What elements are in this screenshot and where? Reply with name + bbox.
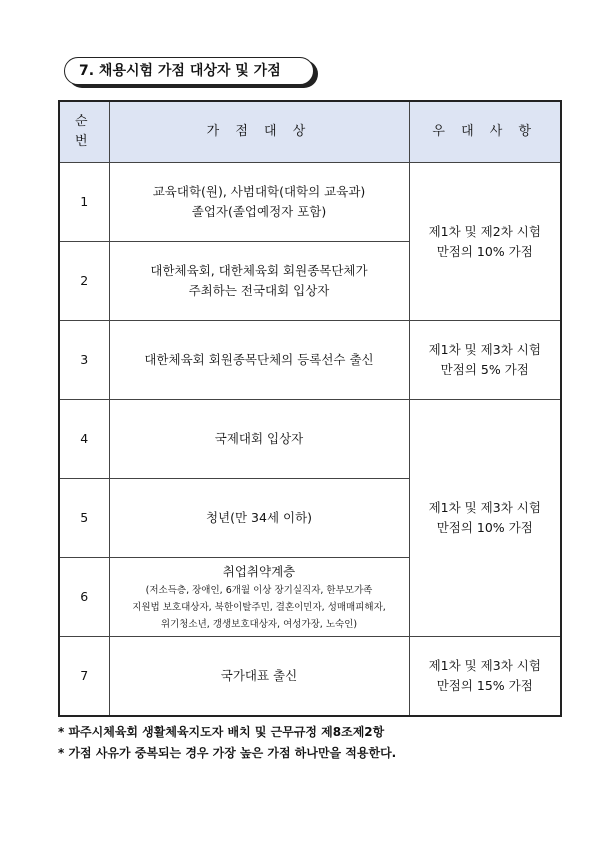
target-line: 청년(만 34세 이하) [205,510,313,525]
row-target [109,321,409,400]
target-line: 교육대학(원), 사범대학(대학의 교육과) [152,184,366,199]
detail-line: 위기청소년, 갱생보호대상자, 여성가장, 노숙인) [160,618,358,630]
row-number: 3 [59,321,109,400]
target-line: 졸업자(졸업예정자 포함) [191,204,327,219]
benefit-line: 제1차 및 제2차 시험 [428,223,541,239]
footnote: * 가점 사유가 중복되는 경우 가장 높은 가점 하나만을 적용한다. [58,746,397,760]
row-target [109,558,409,637]
benefit-line: 만점의 10% 가점 [436,520,533,535]
header-target: 가 점 대 상 [109,101,409,163]
row-number: 5 [59,479,109,558]
row-benefit [409,637,561,717]
row-number: 4 [59,400,109,479]
bonus-point-table [58,100,562,717]
row-target [109,242,409,321]
table-row [59,400,561,479]
benefit-line: 제1차 및 제3차 시험 [428,342,541,357]
table-row [59,163,561,242]
header-benefit: 우 대 사 항 [409,101,561,163]
row-benefit [409,400,561,637]
detail-line: (저소득층, 장애인, 6개월 이상 장기실직자, 한부모가족 [145,584,373,596]
table-header-row [59,101,561,163]
target-line: 대한체육회, 대한체육회 회원종목단체가 [150,263,368,278]
row-target [109,479,409,558]
row-number: 6 [59,558,109,637]
target-line: 대한체육회 회원종목단체의 등록선수 출신 [144,352,374,367]
row-number: 2 [59,242,109,321]
table-row [59,321,561,400]
detail-line: 지원법 보호대상자, 북한이탈주민, 결혼이민자, 성매매피해자, [132,601,386,613]
row-target [109,637,409,717]
table-row [59,637,561,717]
row-benefit [409,163,561,321]
row-target [109,400,409,479]
benefit-line: 만점의 15% 가점 [436,678,533,693]
row-benefit [409,321,561,400]
target-line: 주최하는 전국대회 입상자 [188,283,330,298]
benefit-line: 만점의 5% 가점 [440,362,529,377]
section-title: 7. 채용시험 가점 대상자 및 가점 [64,57,314,85]
benefit-line: 제1차 및 제3차 시험 [428,658,541,673]
row-number: 7 [59,637,109,717]
target-line: 국제대회 입상자 [214,431,304,446]
benefit-line: 만점의 10% 가점 [436,243,533,259]
footnote: * 파주시체육회 생활체육지도자 배치 및 근무규정 제8조제2항 [58,725,385,739]
footnotes [58,722,396,764]
header-number: 순 번 [59,101,109,163]
target-line: 국가대표 출신 [220,668,298,683]
row-target [109,163,409,242]
benefit-line: 제1차 및 제3차 시험 [428,500,541,515]
target-line: 취업취약계층 [222,563,296,579]
row-number: 1 [59,163,109,242]
